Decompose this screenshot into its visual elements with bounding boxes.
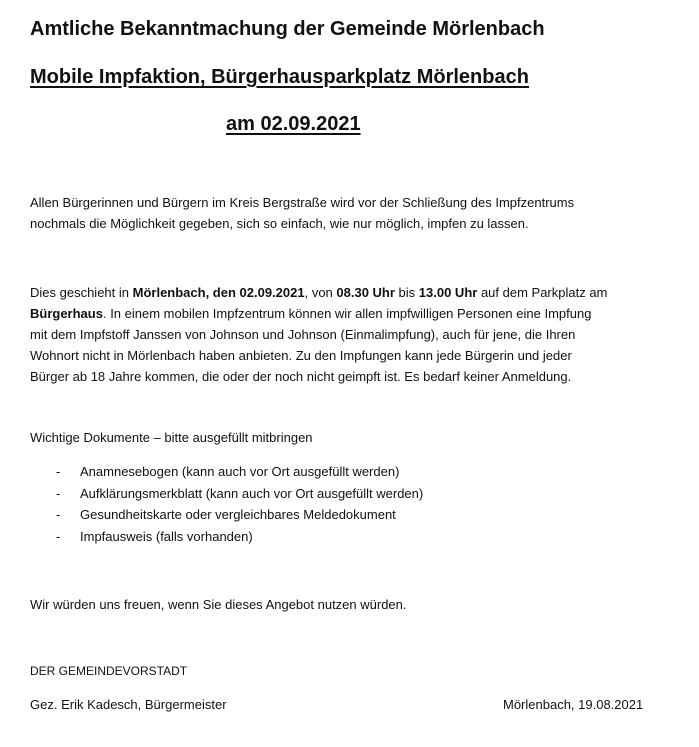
details-line: mit dem Impfstoff Janssen von Johnson und Johnson (Einmalimpfung), auch für jene, die Ihren <box>30 327 576 342</box>
event-place-date: Mörlenbach, den 02.09.2021 <box>132 285 305 300</box>
text-run: , von <box>304 285 337 300</box>
start-time: 08.30 Uhr <box>336 285 395 300</box>
list-item-label: Anamnesebogen (kann auch vor Ort ausgefüllt werden) <box>80 464 400 479</box>
text-run: bis <box>394 285 419 300</box>
details-line: Wohnort nicht in Mörlenbach haben anbieten. Zu den Impfungen kann jede Bürgerin und jeder <box>30 348 572 363</box>
list-item <box>56 461 423 483</box>
details-line <box>30 303 607 324</box>
venue: Bürgerhaus <box>30 306 103 321</box>
dash-bullet: - <box>56 485 61 501</box>
end-time: 13.00 Uhr <box>418 285 478 300</box>
list-item-label: Aufklärungsmerkblatt (kann auch vor Ort ausgefüllt werden) <box>80 485 424 501</box>
list-item-label: Impfausweis (falls vorhanden) <box>80 528 253 544</box>
intro-line: nochmals die Möglichkeit gegeben, sich so einfach, wie nur möglich, impfen zu lassen. <box>30 216 529 231</box>
documents-heading: Wichtige Dokumente – bitte ausgefüllt mitbringen <box>30 430 313 445</box>
text-run: Dies geschieht in <box>30 285 133 300</box>
documents-list <box>56 461 423 547</box>
list-item <box>56 483 423 505</box>
municipal-board: DER GEMEINDEVORSTADT <box>30 664 188 678</box>
text-run: . In einem mobilen Impfzentrum können wir allen impfwilligen Personen eine Impfung <box>102 306 592 321</box>
signature-line: Gez. Erik Kadesch, Bürgermeister <box>30 697 227 712</box>
place-date: Mörlenbach, 19.08.2021 <box>503 697 644 712</box>
intro-line: Allen Bürgerinnen und Bürgern im Kreis Bergstraße wird vor der Schließung des Impfzentrums <box>30 195 575 210</box>
list-item <box>56 526 423 548</box>
intro-paragraph <box>30 192 574 234</box>
document-subtitle: Mobile Impfaktion, Bürgerhausparkplatz Mörlenbach <box>30 66 529 88</box>
details-line <box>30 282 607 303</box>
dash-bullet: - <box>56 528 61 544</box>
document-title: Amtliche Bekanntmachung der Gemeinde Mörlenbach <box>30 18 545 40</box>
event-date-heading: am 02.09.2021 <box>226 113 361 135</box>
dash-bullet: - <box>56 464 61 479</box>
dash-bullet: - <box>56 507 61 522</box>
list-item-label: Gesundheitskarte oder vergleichbares Meldedokument <box>80 507 396 522</box>
details-paragraph <box>30 282 607 387</box>
list-item <box>56 504 423 526</box>
text-run: auf dem Parkplatz am <box>477 285 608 300</box>
closing-sentence: Wir würden uns freuen, wenn Sie dieses Angebot nutzen würden. <box>30 597 407 612</box>
details-line: Bürger ab 18 Jahre kommen, die oder der noch nicht geimpft ist. Es bedarf keiner Anmeldung. <box>30 369 572 384</box>
